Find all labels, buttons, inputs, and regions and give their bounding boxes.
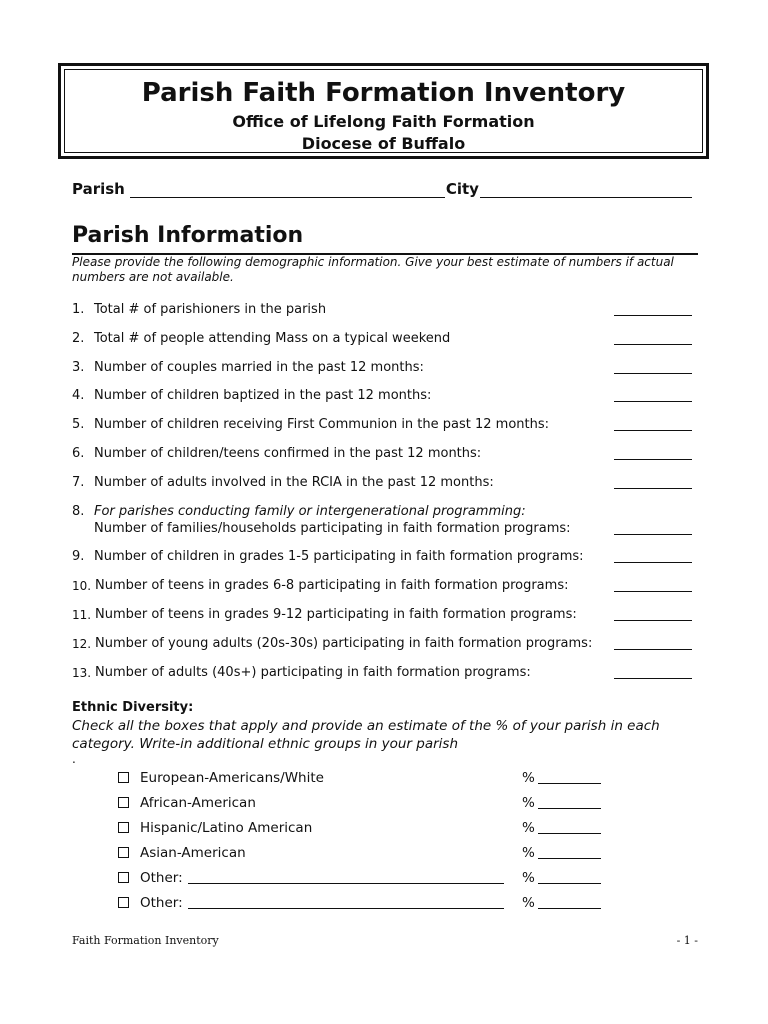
other-write-in-field[interactable] xyxy=(188,895,504,909)
office-name: Office of Lifelong Faith Formation xyxy=(232,112,535,131)
ethnic-checkbox[interactable] xyxy=(118,847,129,858)
ethnic-checkbox[interactable] xyxy=(118,797,129,808)
parish-label: Parish xyxy=(72,180,125,198)
question-number: 5. xyxy=(72,417,85,432)
percent-blank[interactable] xyxy=(538,870,601,884)
ethnic-row xyxy=(118,845,602,861)
question-number: 2. xyxy=(72,331,85,346)
question-number: 3. xyxy=(72,360,85,375)
answer-blank[interactable] xyxy=(614,475,692,489)
answer-blank[interactable] xyxy=(614,360,692,374)
question-text: Number of adults involved in the RCIA in the past 12 months: xyxy=(94,475,494,490)
percent-blank[interactable] xyxy=(538,795,601,809)
question-row xyxy=(72,302,698,318)
question-row xyxy=(72,549,698,565)
ethnic-label: European-Americans/White xyxy=(140,770,324,786)
ethnic-row xyxy=(118,820,602,836)
question-number: 1. xyxy=(72,302,85,317)
answer-blank[interactable] xyxy=(614,549,692,563)
ethnic-diversity-title: Ethnic Diversity: xyxy=(72,700,194,715)
ethnic-label: Other: xyxy=(140,895,183,911)
other-write-in-field[interactable] xyxy=(188,870,504,884)
percent-blank[interactable] xyxy=(538,895,601,909)
question-text: Number of couples married in the past 12 months: xyxy=(94,360,424,375)
question-text: Number of children/teens confirmed in the past 12 months: xyxy=(94,446,482,461)
answer-blank[interactable] xyxy=(614,521,692,535)
stray-period: . xyxy=(72,752,76,766)
city-field[interactable] xyxy=(480,181,692,198)
question-text: Number of children baptized in the past 12 months: xyxy=(94,388,432,403)
answer-blank[interactable] xyxy=(614,636,692,650)
question-row xyxy=(72,360,698,376)
answer-blank[interactable] xyxy=(614,578,692,592)
question-text: Number of families/households participating in faith formation programs: xyxy=(94,521,571,536)
question-number: 10. xyxy=(72,579,92,593)
answer-blank[interactable] xyxy=(614,417,692,431)
question-text: Number of teens in grades 6-8 participating in faith formation programs: xyxy=(95,578,569,593)
question-row xyxy=(72,636,698,652)
percent-symbol: % xyxy=(522,845,535,861)
section-title: Parish Information xyxy=(72,220,698,255)
question-row xyxy=(72,331,698,347)
question-row xyxy=(72,417,698,433)
parish-field[interactable] xyxy=(130,181,445,198)
answer-blank[interactable] xyxy=(614,388,692,402)
question-text: Total # of parishioners in the parish xyxy=(94,302,327,317)
question-number: 11. xyxy=(72,608,92,622)
ethnic-row xyxy=(118,770,602,786)
percent-symbol: % xyxy=(522,770,535,786)
title-box xyxy=(58,63,709,159)
ethnic-checkbox[interactable] xyxy=(118,772,129,783)
ethnic-row xyxy=(118,795,602,811)
question-number: 13. xyxy=(72,666,92,680)
question-number: 12. xyxy=(72,637,92,651)
ethnic-checkbox[interactable] xyxy=(118,822,129,833)
percent-symbol: % xyxy=(522,820,535,836)
question-row xyxy=(72,388,698,404)
ethnic-label: Hispanic/Latino American xyxy=(140,820,313,836)
question-text: Number of children in grades 1-5 participating in faith formation programs: xyxy=(94,549,584,564)
answer-blank[interactable] xyxy=(614,302,692,316)
percent-blank[interactable] xyxy=(538,770,601,784)
ethnic-checkbox[interactable] xyxy=(118,897,129,908)
title-box-inner xyxy=(64,69,703,153)
question-text: Number of children receiving First Communion in the past 12 months: xyxy=(94,417,550,432)
ethnic-label: African-American xyxy=(140,795,256,811)
question-number: 6. xyxy=(72,446,85,461)
question-number: 9. xyxy=(72,549,85,564)
city-label: City xyxy=(445,180,479,198)
percent-symbol: % xyxy=(522,870,535,886)
footer-doc-name: Faith Formation Inventory xyxy=(72,934,219,947)
question-row xyxy=(72,446,698,462)
page-title: Parish Faith Formation Inventory xyxy=(141,78,626,108)
question-row xyxy=(72,578,698,594)
ethnic-row xyxy=(118,870,602,886)
question-row xyxy=(72,504,698,538)
section-instructions: Please provide the following demographic information. Give your best estimate of numbers if actual numbers are not available. xyxy=(72,255,674,284)
question-row xyxy=(72,665,698,681)
percent-symbol: % xyxy=(522,895,535,911)
question-text: Number of teens in grades 9-12 participating in faith formation programs: xyxy=(95,607,577,622)
question-text: Total # of people attending Mass on a typical weekend xyxy=(94,331,451,346)
percent-blank[interactable] xyxy=(538,845,601,859)
ethnic-checkbox[interactable] xyxy=(118,872,129,883)
question-text: Number of young adults (20s-30s) participating in faith formation programs: xyxy=(95,636,593,651)
question-text: Number of adults (40s+) participating in faith formation programs: xyxy=(95,665,531,680)
question-row xyxy=(72,475,698,491)
question-number: 8. xyxy=(72,504,85,519)
question-number: 7. xyxy=(72,475,85,490)
answer-blank[interactable] xyxy=(614,607,692,621)
ethnic-row xyxy=(118,895,602,911)
ethnic-label: Other: xyxy=(140,870,183,886)
footer-page-number: - 1 - xyxy=(676,934,698,947)
percent-symbol: % xyxy=(522,795,535,811)
question-row xyxy=(72,607,698,623)
answer-blank[interactable] xyxy=(614,665,692,679)
question-note: For parishes conducting family or intergenerational programming: xyxy=(94,504,526,519)
percent-blank[interactable] xyxy=(538,820,601,834)
question-number: 4. xyxy=(72,388,85,403)
ethnic-diversity-description: Check all the boxes that apply and provide an estimate of the % of your parish in each category. Write-in additional ethnic groups in your parish xyxy=(72,718,660,752)
answer-blank[interactable] xyxy=(614,446,692,460)
ethnic-label: Asian-American xyxy=(140,845,246,861)
parish-city-line xyxy=(72,180,698,198)
diocese-name: Diocese of Buffalo xyxy=(301,134,466,153)
answer-blank[interactable] xyxy=(614,331,692,345)
